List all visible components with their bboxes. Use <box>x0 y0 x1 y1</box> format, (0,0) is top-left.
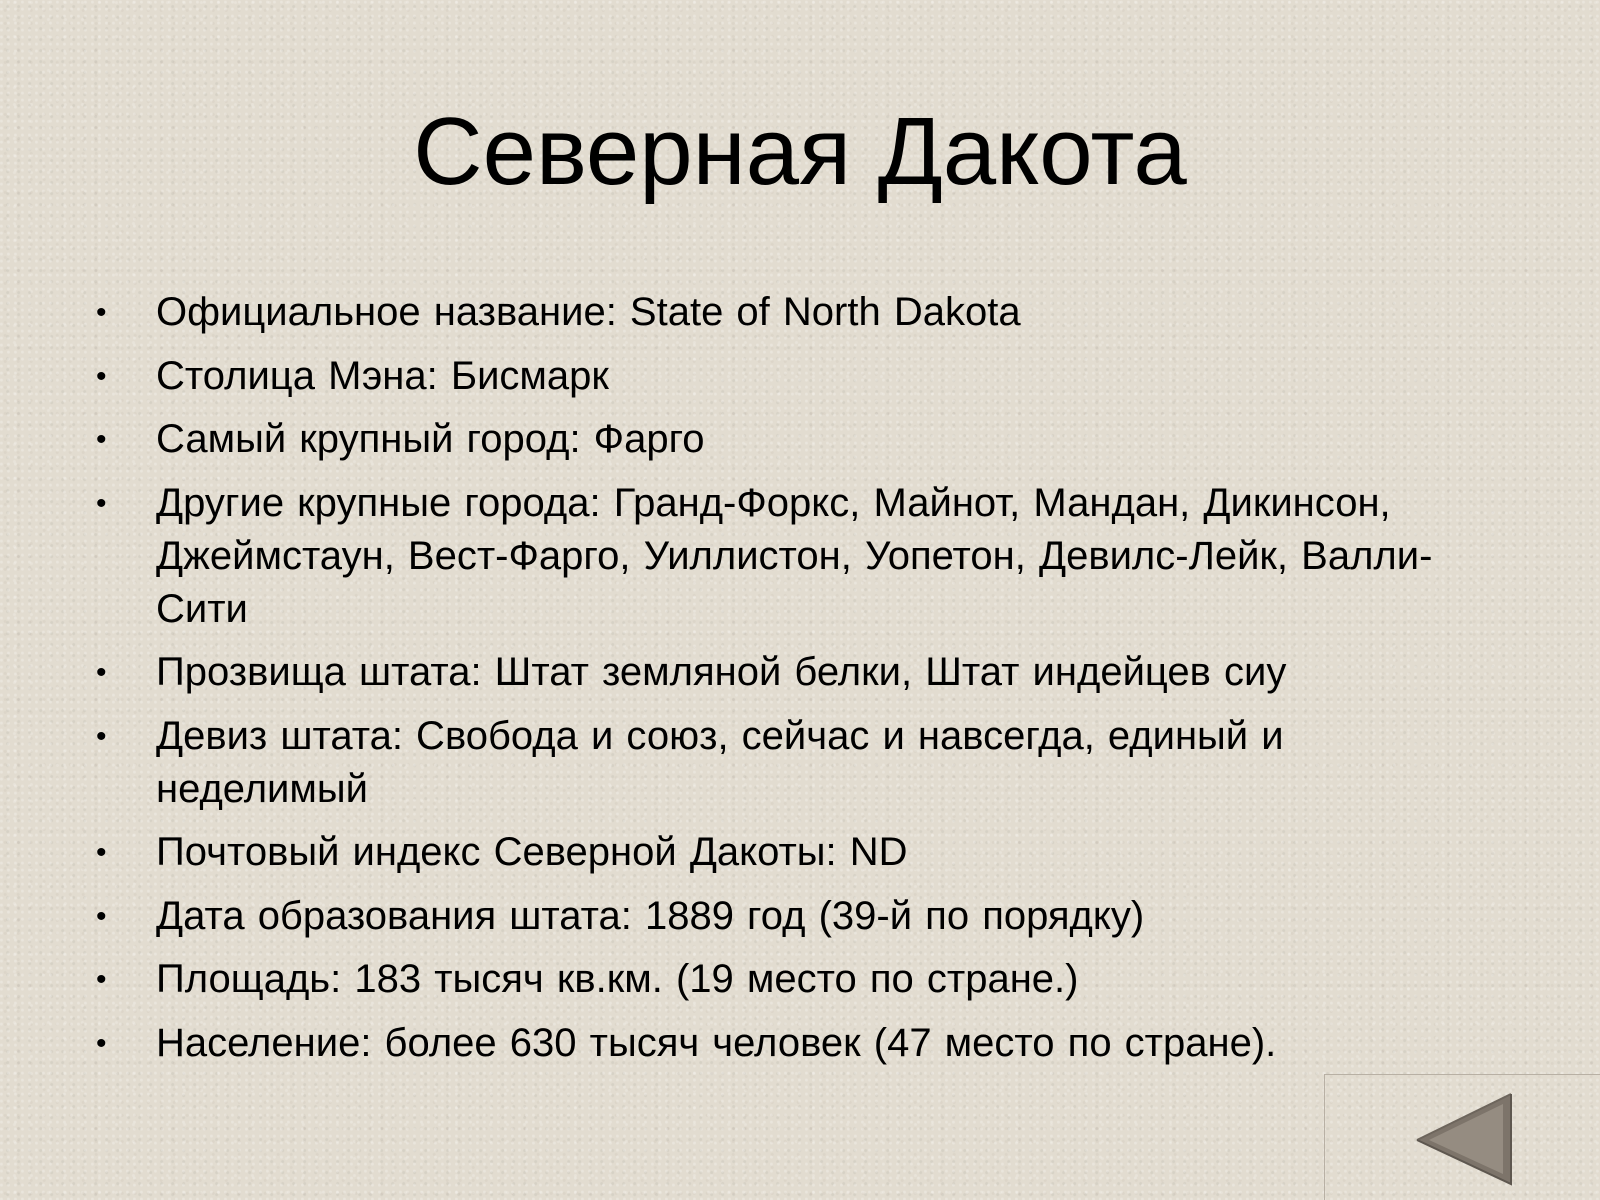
bullet-postal-code <box>96 826 1476 879</box>
triangle-left-icon[interactable] <box>1415 1092 1515 1186</box>
bullet-text: Девиз штата: Свобода и союз, сейчас и навсегда, единый и неделимый <box>156 713 1284 811</box>
bullet-official-name <box>96 286 1476 339</box>
bullet-text: Столица Мэна: Бисмарк <box>156 353 609 398</box>
bullet-area <box>96 953 1476 1006</box>
bullet-nicknames <box>96 646 1476 699</box>
bullet-marker: • <box>96 423 107 456</box>
bullet-text: Официальное название: State of North Dakota <box>156 290 1021 334</box>
bullet-marker: • <box>96 1026 107 1060</box>
back-navigation-button[interactable] <box>1324 1074 1600 1200</box>
bullet-statehood-date <box>96 890 1476 943</box>
bullet-other-cities <box>96 477 1476 636</box>
bullet-marker: • <box>96 486 107 520</box>
bullet-marker: • <box>96 656 107 689</box>
bullet-text: Другие крупные города: Гранд-Форкс, Майнот, Мандан, Дикинсон, Джеймстаун, Вест-Фарго, Уиллистон, Уопетон, Девилс-Лейк, Валли-Сити <box>156 480 1433 631</box>
bullet-capital <box>96 350 1476 403</box>
bullet-text: Площадь: 183 тысяч кв.км. (19 место по стране.) <box>156 957 1079 1001</box>
bullet-text: Самый крупный город: Фарго <box>156 417 705 461</box>
bullet-marker: • <box>96 899 107 933</box>
bullet-text: Население: более 630 тысяч человек (47 место по стране). <box>156 1020 1277 1065</box>
bullet-largest-city <box>96 413 1476 466</box>
bullet-marker: • <box>96 359 107 393</box>
bullet-population <box>96 1017 1476 1070</box>
slide-title: Северная Дакота <box>413 98 1187 205</box>
bullet-text: Прозвища штата: Штат земляной белки, Штат индейцев сиу <box>156 650 1287 694</box>
bullet-motto <box>96 710 1476 816</box>
bullet-text: Почтовый индекс Северной Дакоты: ND <box>156 830 908 874</box>
bullet-marker: • <box>96 963 107 996</box>
bullet-marker: • <box>96 296 107 329</box>
bullet-text: Дата образования штата: 1889 год (39-й по порядку) <box>156 893 1145 938</box>
bullet-list <box>96 286 1476 1080</box>
bullet-marker: • <box>96 836 107 869</box>
bullet-marker: • <box>96 719 107 753</box>
